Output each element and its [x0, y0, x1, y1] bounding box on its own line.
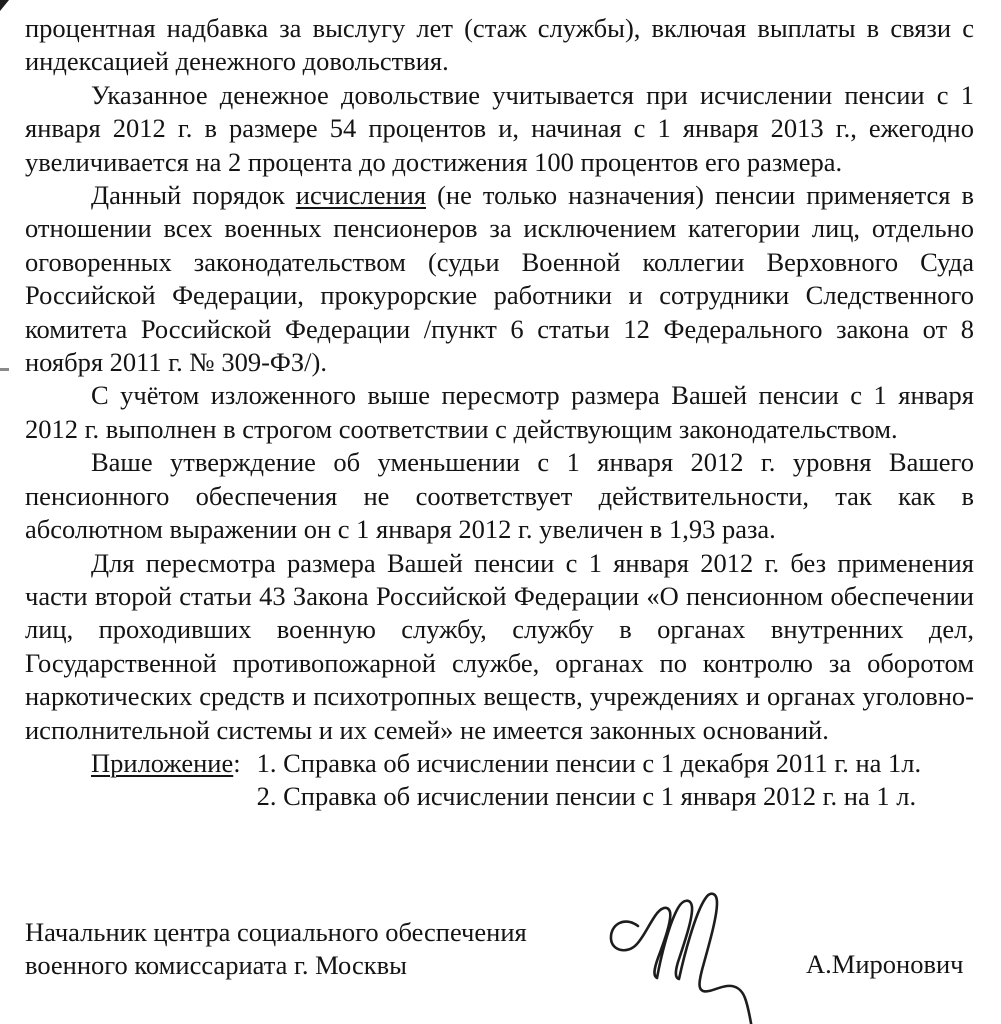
- underlined-word: исчисления: [295, 180, 427, 211]
- signer-position: [25, 916, 527, 983]
- paragraph-6: Для пересмотра размера Вашей пенсии с 1 января 2012 г. без применения части второй статьи 43 Закона Российской Федерации «О пенсионном обеспечении лиц, проходивших военную службу, службу в органах внутренних дел, Государственной противопожарной службе, органах по контролю за оборотом наркотических средств и психотропных веществ, учреждениях и органах уголовно-исполнительной системы и их семей» не имеется законных оснований.: [25, 547, 974, 745]
- signer-position-line: военного комиссариата г. Москвы: [25, 950, 407, 981]
- paragraph-4: С учётом изложенного выше пересмотр размера Вашей пенсии с 1 января 2012 г. выполнен в строгом соответствии с действующим законодательством.: [25, 380, 974, 444]
- attachment-item: 2. Справка об исчислении пенсии с 1 января 2012 г. на 1 л.: [256, 781, 917, 812]
- paragraph-3-text-before: Данный порядок: [91, 180, 296, 211]
- scan-artifact-dash: [0, 368, 9, 371]
- paragraph-3-text-after: (не только назначения) пенсии применяется в отношении всех военных пенсионеров за исключением категории лиц, отдельно оговоренных законодательством (судьи Военной коллегии Верховного Суда Российской Федерации, прокурорские работники и сотрудники Следственного комитета Российской Федерации /пункт 6 статьи 12 Федерального закона от 8 ноября 2011 г. № 309-ФЗ/).: [25, 180, 974, 378]
- letter-body: [25, 12, 974, 814]
- attachment-label: [91, 747, 241, 780]
- signature-block: [25, 888, 974, 1024]
- attachment-label-colon: :: [233, 747, 241, 778]
- attachment-label-word: Приложение: [91, 747, 234, 778]
- attachment-item: 1. Справка об исчислении пенсии с 1 декабря 2011 г. на 1л.: [256, 747, 922, 778]
- handwritten-signature-icon: [605, 890, 765, 1024]
- attachment-items: [257, 747, 922, 814]
- paragraph-1: процентная надбавка за выслугу лет (стаж службы), включая выплаты в связи с индексацией денежного довольствия.: [25, 13, 974, 77]
- paragraph-3: [25, 179, 974, 379]
- signer-position-line: Начальник центра социального обеспечения: [25, 917, 527, 947]
- scan-artifact-corner: [0, 0, 9, 11]
- attachment-section: [91, 747, 974, 814]
- paragraph-2: Указанное денежное довольствие учитывается при исчислении пенсии с 1 января 2012 г. в размере 54 процентов и, начиная с 1 января 2013 г., ежегодно увеличивается на 2 процента до достижения 100 процентов его размера.: [25, 79, 974, 177]
- signer-name: А.Миронович: [806, 949, 964, 979]
- paragraph-5: Ваше утверждение об уменьшении с 1 января 2012 г. уровня Вашего пенсионного обеспечения не соответствует действительности, так как в абсолютном выражении он с 1 января 2012 г. увеличен в 1,93 раза.: [25, 447, 974, 545]
